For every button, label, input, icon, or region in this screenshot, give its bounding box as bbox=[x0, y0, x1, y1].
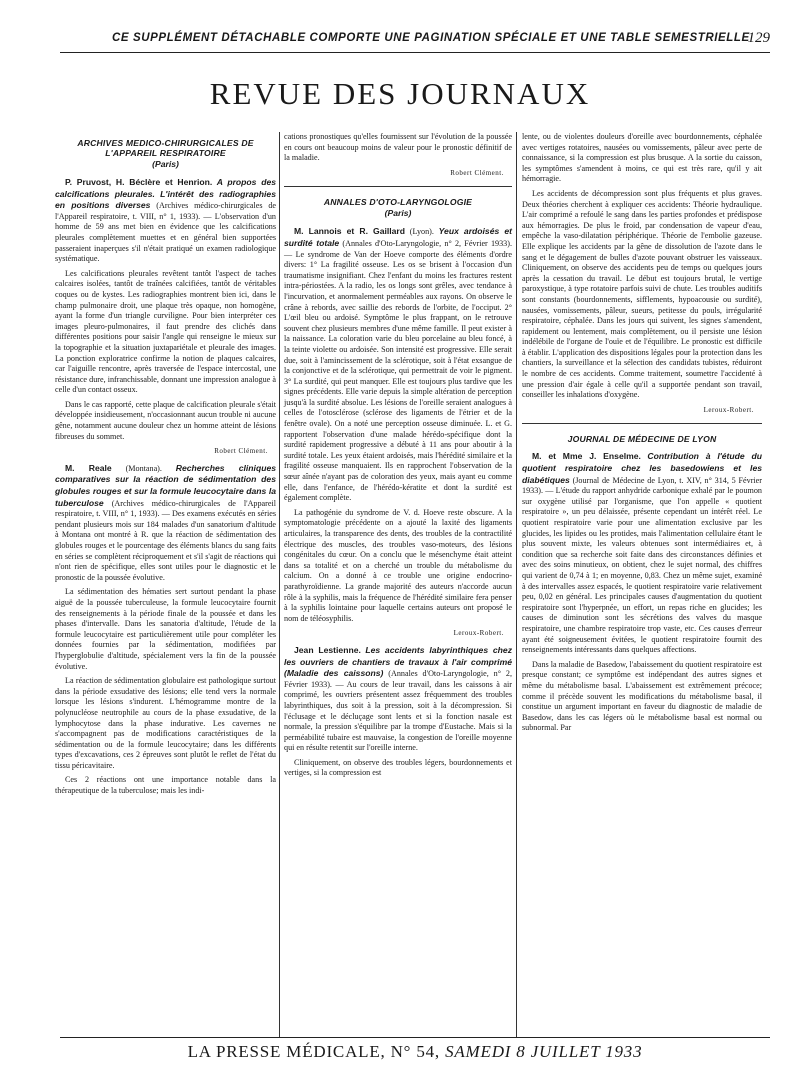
article-signature: Leroux-Robert. bbox=[703, 405, 754, 414]
article-signature: Robert Clément. bbox=[450, 168, 504, 177]
article-paragraph bbox=[55, 177, 276, 265]
section-heading: JOURNAL DE MÉDECINE DE LYON bbox=[567, 434, 717, 445]
footer-journal: LA PRESSE MÉDICALE, N° 54, bbox=[187, 1042, 440, 1061]
masthead-title: REVUE DES JOURNAUX bbox=[209, 76, 591, 111]
section-divider bbox=[522, 423, 762, 424]
article-paragraph bbox=[284, 645, 512, 754]
page-footer bbox=[60, 1037, 770, 1062]
article-paragraph bbox=[522, 451, 762, 655]
article-paragraph: Dans le cas rapporté, cette plaque de calcification pleurale s'était développée insidieusement, n'occasionnant aucun trouble ni aucune gêne, notamment aucune douleur chez un homme atteint de lésions fibreuses du sommet. bbox=[55, 399, 276, 441]
article-author-place: (Montana). bbox=[125, 463, 162, 473]
footer-date: SAMEDI 8 JUILLET 1933 bbox=[445, 1042, 643, 1061]
article-text: (Annales d'Oto-Laryngologie, n° 2, Février 1933). — Le syndrome de Van der Hoeve comporte des éléments d'ordre divers: 1° La fragilité osseuse. Les os se brisent à l'occasion d'un traumatisme insignifiant. Chez l'enfant du moins les fractures restent intra-périostées. A la radio, les os longs sont grêles, avec tendance à l'incurvation, et anormalement perméables aux rayons. On observe le crâne à rebords, avec saillie des rebords de l'orbite, de l'occiput. 2° L'œil bleu ou ardoisé. Symptôme le plus frappant, on le retrouve souvent chez plusieurs membres d'une même famille. Il peut exister à la naissance. La coloration varie du bleu porcelaine au bleu foncé, à la teinte violette ou ardoisée. Son intensité est progressive. Elle serait due, soit à l'amincissement de la sclérotique, soit à l'état exsangue de la conjonctive et de la sclérotique, qui permettrait de voir le pigment. 3° La surdité, qui peut manquer. Elle est toujours plus tardive que les signes précédents. Elle varie depuis la simple altération de perception jusqu'à la surdité absolue. Les lésions de l'oreille seraient analogues à celles de l'otosclérose (sclérose des ligaments de l'étrier et de la fenêtre ovale). On a noté une perception osseuse diminuée. L. et G. rapportent l'observation d'une malade hérédo-spécifique dont la surdité rapidement progressive a débuté à 11 ans pour aboutir à la surdité totale. Les yeux étaient ardoisés, mais l'hérédité similaire et la fragilité osseuse manquaient. Ils en rapprochent l'observation de la sœur aînée n'ayant pas de coloration des yeux, mais ayant eu comme elle, dans l'enfance, de l'hérédo-kératite et dont la surdité est également complète. bbox=[284, 238, 512, 503]
article-authors: M. et Mme J. Enselme. bbox=[532, 451, 641, 462]
article-paragraph: lente, ou de violentes douleurs d'oreille avec bourdonnements, céphalée avec vertiges rotatoires, nausées ou vomissements, pâleur avec perte de connaissance, si la compression est plus brusque. A la sortie du caisson, les symptômes s'amendent à moins, ce qui est très rare, qu'il y ait hémorragie. bbox=[522, 132, 762, 184]
section-place: (Paris) bbox=[152, 159, 179, 169]
column-divider bbox=[516, 132, 517, 1037]
article-paragraph: La sédimentation des hématies sert surtout pendant la phase aiguë de la poussée tuberculeuse, la formule leucocytaire fournit des renseignements à la période finale de la poussée et dans les phases d'intervalle. Dans les sanatoria d'altitude, l'étude de la formule leucocytaire est particulièrement utile pour compléter les données fournies par la sédimentation, modifiées par l'hyperglobulie d'altitude, spécialement vers la fin de la poussée évolutive. bbox=[55, 587, 276, 671]
article-text: (Annales d'Oto-Laryngologie, n° 2, Février 1933). — Au cours de leur travail, dans les caissons à air comprimé, les ouvriers présentent assez fréquemment des troubles labyrinthiques, dus soit à la pression, soit à la décompression. Si l'éclusage et le décluçage sont lents et si la fonction nasale est normale, la pression s'équilibre par la trompe d'Eustache. Mais si la perméabilité tubaire est mauvaise, la congestion de l'oreille moyenne qui en résulte retentit sur l'oreille interne. bbox=[284, 669, 512, 753]
article-title: Recherches cliniques comparatives sur la réaction de sédimentation des globules rouges et sur la formule leucocytaire dans la tuberculose bbox=[55, 462, 276, 508]
article-paragraph bbox=[284, 226, 512, 503]
column-3 bbox=[522, 132, 762, 738]
article-authors: P. Pruvost, H. Béclère et Henrion. bbox=[65, 177, 213, 187]
supplement-notice: CE SUPPLÉMENT DÉTACHABLE COMPORTE UNE PAGINATION SPÉCIALE ET UNE TABLE SEMESTRIELLE bbox=[112, 32, 750, 44]
article-paragraph: Dans la maladie de Basedow, l'abaissement du quotient respiratoire est presque constant; ce symptôme est indépendant des autres signes et même du métabolisme basal. L'abaissement est extrêmement précoce; comme il précède souvent les modifications du métabolisme basal, il constitue un argument important en faveur du diagnostic de maladie de Basedow, dans les cas légers où le métabolisme basal est normal ou subnormal. Par bbox=[522, 659, 762, 733]
article-signature: Leroux-Robert. bbox=[453, 629, 504, 638]
article-authors: Jean Lestienne. bbox=[294, 644, 361, 655]
section-place: (Paris) bbox=[384, 208, 412, 219]
column-2 bbox=[284, 132, 512, 783]
page-number: 129 bbox=[747, 30, 770, 46]
article-signature: Robert Clément. bbox=[214, 447, 268, 456]
column-1 bbox=[55, 132, 276, 801]
article-title: Yeux ardoisés et surdité totale bbox=[284, 226, 512, 248]
article-paragraph: Ces 2 réactions ont une importance notable dans la thérapeutique de la tuberculose; mais les indi- bbox=[55, 775, 276, 796]
article-title: Contribution à l'étude du quotient respiratoire chez les basedowiens et les diabétiques bbox=[522, 451, 762, 485]
column-divider bbox=[279, 132, 280, 1037]
article-paragraph bbox=[55, 463, 276, 584]
article-paragraph: Les accidents de décompression sont plus fréquents et plus graves. Deux théories cherchent à expliquer ces accidents: Théorie hydraulique. L'air comprimé a refoulé le sang dans les parties profondes et prédispose aux hémorragies. De plus le froid, par condensation de vapeur d'eau, empêche la vaso-dilatation périphérique. Théorie de l'embolie gazeuse. Elle explique les accidents par la gêne de dissolution de l'azote dans le sang et le dégagement de bulles d'azote pouvant obstruer les vaisseaux. Cliniquement, on observe des accidents peu de temps ou quelques jours après la cessation du travail. Le début est toujours brutal, le vertige paroxystique, à type rotatoire parfois suivi de chute. Les troubles auditifs sont constants (bourdonnements, sifflements, hypoacousie ou surdité), nausées, vomissements, pâleur, sueurs, petitesse du pouls, irrégularité respiratoire, céphalée. Dans les jours qui suivent, les signes s'amendent, rapidement ou lentement, mais complètement, ou il persiste une lésion indélébile de l'organe de l'ouïe et de l'équilibre. Le pronostic est difficile à établir. L'application des dispositions légales pour la protection dans les chantiers, la surveillance et la sélection des candidats tubistes, réduiront le nombre de ces accidents. Comme traitement, soumettre l'accidenté à une pression d'air égale à celle qu'il a supportée pendant son travail, conseiller les inhalations d'oxygène. bbox=[522, 188, 762, 400]
section-heading: ARCHIVES MEDICO-CHIRURGICALES DE L'APPAREIL RESPIRATOIRE bbox=[77, 138, 254, 158]
top-banner bbox=[60, 30, 770, 53]
article-authors: M. Reale bbox=[65, 462, 112, 473]
article-paragraph: La pathogénie du syndrome de V. d. Hoeve reste obscure. A la symptomatologie précédente on a ajouté la laxité des ligaments articulaires, la transparence des dents, des troubles de la contractilité électrique des muscles, des troubles vaso-moteurs, des lésions congénitales du cœur. On a conclu que le mésenchyme était atteint dans sa totalité et on a cherché un trouble du métabolisme du calcium. On a donné à ce trouble une origine endocrino-parathyroïdienne. La grande majorité des auteurs n'accorde aucun rôle à la syphilis, mais la fréquence de l'hérédité similaire fera penser à la syphilis lointaine pour laquelle certains auteurs ont proposé le nom de téléosyphilis. bbox=[284, 507, 512, 623]
article-title: A propos des calcifications pleurales. L'intérêt des radiographies en positions diverses bbox=[55, 177, 277, 211]
section-divider bbox=[284, 186, 512, 187]
article-text: (Archives médico-chirurgicales de l'Appareil respiratoire, t. VIII, n° 1, 1933). — Des examens exécutés en séries pendant plusieurs mois sur 184 malades d'un sanatorium d'altitude à Montana ont montré à R. que la réaction de sédimentation des globules rouges et le pourcentage des éléments blancs du sang faits en séries se complètent réciproquement et s'il s'agit de réactions qui n'ont rien de spécifique, elles sont utiles pour le diagnostic et le pronostic de la poussée évolutive. bbox=[55, 498, 276, 582]
article-paragraph: Les calcifications pleurales revêtent tantôt l'aspect de taches calcaires isolées, tantôt de traînées calcifiées, tantôt de véritables coques ou de kystes. Les radiographies montrent bien ici, dans le champ pulmonaire droit, une plaque très opaque, non homogène, ayant la forme d'un triangle curviligne. Pour bien interpréter ces images pleuro-pulmonaires, il faut prendre des clichés dans différentes positions pour saisir l'angle qui renseigne le mieux sur la topographie et la situation juxtapariétale et pleurale des images. La ponction exploratrice confirme la notion de plaques calcaires, car l'aiguille rencontre, après traversée de l'espace intercostal, une résistance dure, infranchissable, donnant une impression analogue à celle d'un contact osseux. bbox=[55, 268, 276, 395]
article-paragraph: cations pronostiques qu'elles fournissent sur l'évolution de la poussée en cours ont beaucoup moins de valeur pour le pronostic définitif de la maladie. bbox=[284, 132, 512, 163]
article-paragraph: La réaction de sédimentation globulaire est pathologique surtout dans la période exsudative des lésions; elle tend vers la normale lorsque les lésions s'indurent. L'hémogramme montre de la polynucléose neutrophile au cours de la phase exsudative, de la lymphocytose dans la phase indurative. Les cavernes ne s'accompagnent pas de modifications caractéristiques de la sédimentation ou de la formule leucocytaire; dans les différents types d'excavations, ces 2 épreuves sont plutôt le reflet de l'état du tissu péricavitaire. bbox=[55, 676, 276, 770]
article-paragraph: Cliniquement, on observe des troubles légers, bourdonnements et vertiges, si la compression est bbox=[284, 757, 512, 778]
article-text: (Archives médico-chirurgicales de l'Appareil respiratoire, t. VIII, n° 1, 1933). — L'observation d'un homme de 59 ans met bien en évidence que les calcifications pleurales complètement muettes et en général bien supportées passeraient inaperçues s'il n'était pratiqué un examen radiologique systématique. bbox=[55, 201, 276, 264]
section-heading: ANNALES D'OTO-LARYNGOLOGIE bbox=[323, 197, 473, 208]
article-text: (Journal de Médecine de Lyon, t. XIV, n° 314, 5 Février 1933). — L'étude du rapport anhydride carbonique exhalé par le poumon sur oxygène utilisé par l'organisme, que l'on appelle « quotient respiratoire », un peu délaissée, présente cependant un intérêt réel. Le quotient respiratoire varie pour une alimentation exclusive par les glucides, les lipides ou les protides, mais l'alimentation cellulaire étant le plus souvent mixte, les valeurs obtenues sont intermédiaires et, à condition que sa recherche soit faite dans des circonstances définies et avec des soins minutieux, on obtient, chez le sujet normal, des chiffres qui varient de 0,74 à 1; en moyenne, 0,83. Chez un même sujet, examiné à des intervalles assez espacés, le quotient respiratoire varie relativement peu, 0,02 en général. Les principales causes d'augmentation du quotient respiratoire sont l'hyperpnée, un effort, un repas riche en glucides; les causes de diminution sont les sécrétions des valves du masque respiratoire, une chambre respiratoire trop vaste, etc. Ces causes d'erreur ayant été soigneusement évitées, le quotient respiratoire fournit des renseignements intéressants dans quelques affections. bbox=[522, 475, 762, 655]
article-authors: M. Lannois et R. Gaillard bbox=[294, 226, 406, 237]
article-title: Les accidents labyrinthiques chez les ouvriers de chantiers de travaux à l'air comprimé (Maladie des caissons) bbox=[284, 644, 512, 679]
article-author-place: (Lyon). bbox=[409, 227, 434, 237]
